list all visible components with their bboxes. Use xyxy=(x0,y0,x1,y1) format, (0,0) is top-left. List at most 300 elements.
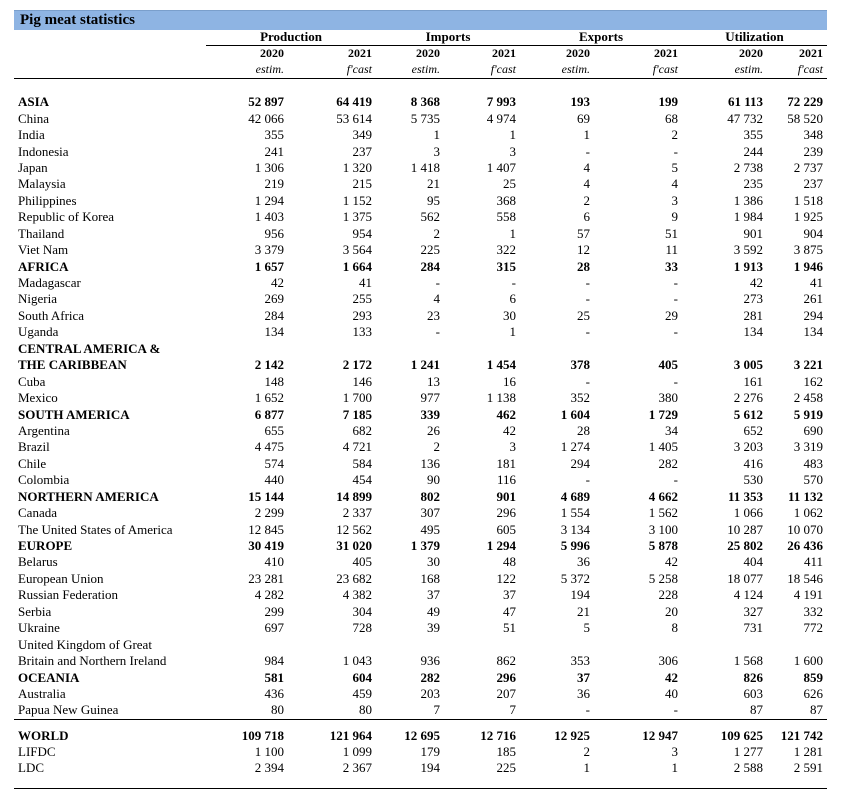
row-label: WORLD xyxy=(14,719,206,744)
value-cell: 284 xyxy=(264,307,284,323)
year-label: 2021 xyxy=(799,46,824,60)
value-cell: 12 716 xyxy=(444,719,520,744)
value-cell: 52 897 xyxy=(248,94,284,110)
value-cell: 1 xyxy=(671,760,679,776)
value-cell: 47 xyxy=(503,603,517,619)
value-cell: 6 xyxy=(509,291,517,307)
value-cell: 14 899 xyxy=(336,488,373,504)
value-cell: 3 875 xyxy=(793,242,824,258)
value-cell: 237 xyxy=(803,176,824,192)
value-cell: 1 554 xyxy=(560,505,591,521)
table-row xyxy=(14,275,827,291)
value-cell: 3 564 xyxy=(342,242,373,258)
sub-corner-cell xyxy=(14,61,206,79)
value-cell: 1 066 xyxy=(733,505,764,521)
value-cell: 185 xyxy=(496,743,517,759)
value-cell: 134 xyxy=(803,324,824,340)
value-cell: 6 877 xyxy=(254,406,284,422)
spacer-row xyxy=(14,79,827,95)
value-cell: 13 xyxy=(427,373,441,389)
value-cell: 355 xyxy=(743,127,764,143)
value-cell: 294 xyxy=(570,455,591,471)
value-cell: 53 614 xyxy=(336,110,373,126)
value-cell: 904 xyxy=(803,225,824,241)
value-cell: 1 100 xyxy=(254,743,284,759)
value-cell: 10 287 xyxy=(727,521,764,537)
value-cell: 1 043 xyxy=(342,653,373,669)
estimate-label: estim. xyxy=(520,61,594,79)
estimate-label: f'cast xyxy=(594,61,682,79)
value-cell: 1 913 xyxy=(733,258,764,274)
value-cell: 241 xyxy=(264,143,284,159)
row-label: Mexico xyxy=(18,390,58,406)
value-cell: 5 878 xyxy=(648,538,679,554)
table-row xyxy=(14,308,827,324)
value-cell: 36 xyxy=(577,685,591,701)
table-row xyxy=(14,193,827,209)
value-cell: 116 xyxy=(496,472,517,488)
value-cell: 1 241 xyxy=(410,357,441,373)
value-cell: 731 xyxy=(743,620,764,636)
value-cell: 1 xyxy=(509,324,517,340)
table-row xyxy=(14,521,827,537)
row-label: EUROPE xyxy=(18,538,73,554)
value-cell: 3 203 xyxy=(733,439,764,455)
value-cell: 404 xyxy=(743,554,764,570)
value-cell: - xyxy=(673,472,679,488)
table-row xyxy=(14,209,827,225)
row-label: LIFDC xyxy=(18,743,56,759)
row-label: European Union xyxy=(18,570,104,586)
table-row xyxy=(14,571,827,587)
value-cell: 977 xyxy=(420,390,441,406)
value-cell: 1 281 xyxy=(793,743,824,759)
table-row xyxy=(14,324,827,340)
value-cell: 69 xyxy=(577,110,591,126)
value-cell: 87 xyxy=(810,702,824,718)
value-cell: 181 xyxy=(496,455,517,471)
value-cell: 34 xyxy=(665,422,679,438)
value-cell: 42 066 xyxy=(248,110,284,126)
value-cell: 1 729 xyxy=(648,406,679,422)
table-title: Pig meat statistics xyxy=(20,12,135,28)
table-row xyxy=(14,760,827,776)
value-cell: 244 xyxy=(743,143,764,159)
value-cell: 18 077 xyxy=(727,570,764,586)
value-cell: 826 xyxy=(743,669,764,685)
value-cell: 294 xyxy=(803,307,824,323)
value-cell: 483 xyxy=(803,455,824,471)
row-label: Republic of Korea xyxy=(18,209,115,225)
value-cell: 296 xyxy=(496,669,517,685)
value-cell: 405 xyxy=(352,554,373,570)
value-cell: 1 925 xyxy=(793,209,824,225)
spacer-cell xyxy=(594,79,682,95)
value-cell xyxy=(288,636,376,652)
value-cell: 42 xyxy=(271,275,284,291)
statistics-table xyxy=(14,29,827,777)
value-cell: 901 xyxy=(743,225,764,241)
value-cell: 416 xyxy=(743,455,764,471)
value-cell: 87 xyxy=(750,702,764,718)
value-cell: 36 xyxy=(577,554,591,570)
table-row xyxy=(14,636,827,652)
value-cell: 122 xyxy=(496,570,517,586)
value-cell: 42 xyxy=(503,422,517,438)
value-cell: 199 xyxy=(658,94,679,110)
value-cell: 237 xyxy=(352,143,373,159)
table-row xyxy=(14,357,827,373)
spacer-cell xyxy=(767,79,827,95)
table-row xyxy=(14,242,827,258)
value-cell: 207 xyxy=(496,685,517,701)
table-row xyxy=(14,390,827,406)
row-label: Ukraine xyxy=(18,620,60,636)
value-cell: 228 xyxy=(658,587,679,603)
table-row xyxy=(14,669,827,685)
table-row xyxy=(14,341,827,357)
value-cell: 6 xyxy=(583,209,591,225)
year-header-row xyxy=(14,46,827,62)
year-label: 2021 xyxy=(654,46,679,60)
row-label: Philippines xyxy=(18,192,77,208)
value-cell: 2 xyxy=(583,192,591,208)
value-cell: 146 xyxy=(352,373,373,389)
value-cell: - xyxy=(435,324,441,340)
table-body xyxy=(14,79,827,777)
value-cell: 859 xyxy=(803,669,824,685)
value-cell: 1 277 xyxy=(733,743,764,759)
value-cell: 562 xyxy=(420,209,441,225)
value-cell: 25 xyxy=(577,307,591,323)
value-cell: 20 xyxy=(665,603,679,619)
year-label: 2020 xyxy=(416,46,441,60)
value-cell: 2 xyxy=(433,439,441,455)
value-cell: 5 xyxy=(671,159,679,175)
value-cell: 2 276 xyxy=(733,390,764,406)
value-cell: 1 568 xyxy=(733,653,764,669)
value-cell: 5 258 xyxy=(648,570,679,586)
value-cell: 203 xyxy=(420,685,441,701)
value-cell: 8 xyxy=(671,620,679,636)
value-cell: 3 005 xyxy=(733,357,764,373)
value-cell: 4 191 xyxy=(793,587,824,603)
value-cell: 64 419 xyxy=(336,94,373,110)
value-cell: 219 xyxy=(264,176,284,192)
value-cell: 697 xyxy=(264,620,284,636)
value-cell: 51 xyxy=(503,620,517,636)
value-cell: 3 xyxy=(671,192,679,208)
value-cell: 1 386 xyxy=(733,192,764,208)
row-label: Serbia xyxy=(18,603,52,619)
value-cell: - xyxy=(585,143,591,159)
row-label: Viet Nam xyxy=(18,242,69,258)
row-label: Japan xyxy=(18,159,48,175)
value-cell: 3 592 xyxy=(733,242,764,258)
value-cell: 3 xyxy=(671,743,679,759)
value-cell: 5 xyxy=(583,620,591,636)
corner-cell xyxy=(14,29,206,46)
value-cell: 355 xyxy=(264,127,284,143)
value-cell: 42 xyxy=(750,275,764,291)
row-label: LDC xyxy=(18,760,44,776)
value-cell: 2 367 xyxy=(342,760,373,776)
value-cell: - xyxy=(511,275,517,291)
value-cell: - xyxy=(673,143,679,159)
table-row xyxy=(14,620,827,636)
value-cell: 315 xyxy=(496,258,517,274)
row-label: United Kingdom of Great xyxy=(18,636,152,652)
value-cell: 1 518 xyxy=(793,192,824,208)
row-label: Madagascar xyxy=(18,275,81,291)
value-cell: 440 xyxy=(264,472,284,488)
spacer-cell xyxy=(444,79,520,95)
table-row xyxy=(14,587,827,603)
table-row xyxy=(14,686,827,702)
value-cell: 134 xyxy=(743,324,764,340)
value-cell: 80 xyxy=(271,702,284,718)
value-cell: 109 718 xyxy=(206,719,288,744)
estimate-label: estim. xyxy=(376,61,444,79)
value-cell: 4 282 xyxy=(254,587,284,603)
value-cell: 1 294 xyxy=(254,192,284,208)
row-label: Argentina xyxy=(18,422,70,438)
value-cell: 72 229 xyxy=(787,94,824,110)
value-cell: 605 xyxy=(496,521,517,537)
estimate-label: f'cast xyxy=(767,61,827,79)
row-label: THE CARIBBEAN xyxy=(18,357,127,373)
value-cell: 4 721 xyxy=(342,439,373,455)
value-cell: 68 xyxy=(665,110,679,126)
value-cell: 348 xyxy=(803,127,824,143)
value-cell: 95 xyxy=(427,192,441,208)
value-cell: 7 185 xyxy=(342,406,373,422)
value-cell: 604 xyxy=(352,669,373,685)
value-cell: 51 xyxy=(665,225,679,241)
value-cell: 603 xyxy=(743,685,764,701)
value-cell: 1 403 xyxy=(254,209,284,225)
row-label: Britain and Northern Ireland xyxy=(18,653,167,669)
value-cell: - xyxy=(673,275,679,291)
value-cell: 136 xyxy=(420,455,441,471)
value-cell: 1 664 xyxy=(342,258,373,274)
value-cell: 802 xyxy=(420,488,441,504)
value-cell: 936 xyxy=(420,653,441,669)
row-label: South Africa xyxy=(18,307,85,323)
value-cell: 1 294 xyxy=(486,538,517,554)
row-label: Cuba xyxy=(18,373,46,389)
value-cell: 1 274 xyxy=(560,439,591,455)
value-cell: 255 xyxy=(352,291,373,307)
table-row xyxy=(14,291,827,307)
value-cell: 121 742 xyxy=(767,719,827,744)
value-cell: 293 xyxy=(352,307,373,323)
row-label: Chile xyxy=(18,455,47,471)
value-cell: 39 xyxy=(427,620,441,636)
value-cell: 411 xyxy=(803,554,824,570)
table-row xyxy=(14,439,827,455)
value-cell: 327 xyxy=(743,603,764,619)
value-cell: 956 xyxy=(264,225,284,241)
value-cell: 239 xyxy=(803,143,824,159)
value-cell: 21 xyxy=(427,176,441,192)
value-cell: 23 682 xyxy=(336,570,373,586)
table-row xyxy=(14,554,827,570)
value-cell: 4 662 xyxy=(648,488,679,504)
row-label: Brazil xyxy=(18,439,50,455)
value-cell: 7 xyxy=(433,702,441,718)
value-cell: 4 xyxy=(433,291,441,307)
group-production-header: Production xyxy=(206,29,376,46)
group-imports-header: Imports xyxy=(376,29,520,46)
value-cell: 3 xyxy=(509,143,517,159)
value-cell: 1 652 xyxy=(254,390,284,406)
value-cell: 37 xyxy=(577,669,591,685)
table-row xyxy=(14,505,827,521)
row-label: ASIA xyxy=(18,94,50,110)
row-label: Indonesia xyxy=(18,143,69,159)
value-cell: 28 xyxy=(577,258,591,274)
value-cell: 655 xyxy=(264,422,284,438)
value-cell: 133 xyxy=(352,324,373,340)
table-row xyxy=(14,744,827,760)
row-label: Australia xyxy=(18,685,66,701)
value-cell xyxy=(682,341,767,357)
value-cell: 16 xyxy=(503,373,517,389)
row-label: Canada xyxy=(18,505,57,521)
value-cell: 18 546 xyxy=(787,570,824,586)
value-cell: 352 xyxy=(570,390,591,406)
value-cell: 5 372 xyxy=(560,570,591,586)
value-cell: - xyxy=(585,702,591,718)
table-row xyxy=(14,143,827,159)
table-row xyxy=(14,653,827,669)
table-row xyxy=(14,423,827,439)
row-label: OCEANIA xyxy=(18,669,80,685)
value-cell: 3 xyxy=(433,143,441,159)
value-cell: 2 xyxy=(433,225,441,241)
value-cell: 462 xyxy=(496,406,517,422)
value-cell: 581 xyxy=(264,669,284,685)
value-cell xyxy=(520,341,594,357)
value-cell xyxy=(206,636,288,652)
estimate-label: f'cast xyxy=(444,61,520,79)
value-cell: 454 xyxy=(352,472,373,488)
value-cell: 380 xyxy=(658,390,679,406)
value-cell: - xyxy=(585,324,591,340)
value-cell: 2 394 xyxy=(254,760,284,776)
value-cell: 459 xyxy=(352,685,373,701)
value-cell: 1 062 xyxy=(793,505,824,521)
value-cell: 2 458 xyxy=(793,390,824,406)
value-cell xyxy=(444,341,520,357)
value-cell: 12 845 xyxy=(248,521,284,537)
value-cell: 652 xyxy=(743,422,764,438)
value-cell: 1 306 xyxy=(254,159,284,175)
value-cell: - xyxy=(585,373,591,389)
value-cell: 31 020 xyxy=(336,538,373,554)
row-label: India xyxy=(18,127,45,143)
value-cell: 2 737 xyxy=(793,159,824,175)
value-cell xyxy=(682,636,767,652)
value-cell: 90 xyxy=(427,472,441,488)
row-label: Papua New Guinea xyxy=(18,702,119,718)
value-cell: 1 454 xyxy=(486,357,517,373)
value-cell: 10 070 xyxy=(787,521,824,537)
value-cell: 80 xyxy=(359,702,373,718)
value-cell: 7 993 xyxy=(486,94,517,110)
value-cell: 3 xyxy=(509,439,517,455)
row-label: Uganda xyxy=(18,324,59,340)
value-cell: 12 925 xyxy=(520,719,594,744)
value-cell: 261 xyxy=(803,291,824,307)
value-cell: 29 xyxy=(665,307,679,323)
value-cell xyxy=(767,636,827,652)
value-cell: 862 xyxy=(496,653,517,669)
value-cell: 42 xyxy=(665,669,679,685)
value-cell: 2 xyxy=(583,743,591,759)
row-label: AFRICA xyxy=(18,258,69,274)
value-cell: 25 802 xyxy=(727,538,764,554)
value-cell xyxy=(206,341,288,357)
value-cell: 168 xyxy=(420,570,441,586)
value-cell: - xyxy=(435,275,441,291)
value-cell: 296 xyxy=(496,505,517,521)
value-cell: 15 144 xyxy=(248,488,284,504)
value-cell: 2 738 xyxy=(733,159,764,175)
value-cell xyxy=(444,636,520,652)
value-cell: 11 132 xyxy=(787,488,824,504)
value-cell: 495 xyxy=(420,521,441,537)
value-cell: 12 xyxy=(577,242,591,258)
value-cell: 235 xyxy=(743,176,764,192)
spacer-cell xyxy=(206,79,288,95)
value-cell: 1 152 xyxy=(342,192,373,208)
value-cell: 1 562 xyxy=(648,505,679,521)
table-row xyxy=(14,373,827,389)
year-label: 2021 xyxy=(492,46,517,60)
value-cell: 558 xyxy=(496,209,517,225)
value-cell: 30 419 xyxy=(248,538,284,554)
value-cell: 4 475 xyxy=(254,439,284,455)
year-label: 2020 xyxy=(566,46,591,60)
value-cell xyxy=(767,341,827,357)
table-row xyxy=(14,456,827,472)
group-header-row xyxy=(14,29,827,46)
estimate-label: f'cast xyxy=(288,61,376,79)
value-cell: 269 xyxy=(264,291,284,307)
value-cell: 2 299 xyxy=(254,505,284,521)
value-cell: 4 974 xyxy=(486,110,517,126)
value-cell: 194 xyxy=(570,587,591,603)
value-cell: 306 xyxy=(658,653,679,669)
value-cell: 37 xyxy=(427,587,441,603)
table-row xyxy=(14,94,827,110)
value-cell: 5 735 xyxy=(410,110,441,126)
value-cell: 12 562 xyxy=(336,521,373,537)
spacer-cell xyxy=(682,79,767,95)
spacer-cell xyxy=(14,79,206,95)
estimate-label: estim. xyxy=(682,61,767,79)
value-cell: 281 xyxy=(743,307,764,323)
value-cell: 3 134 xyxy=(560,521,591,537)
value-cell: 33 xyxy=(665,258,679,274)
table-row xyxy=(14,604,827,620)
value-cell: 121 964 xyxy=(288,719,376,744)
value-cell xyxy=(520,636,594,652)
value-cell: 23 281 xyxy=(248,570,284,586)
value-cell: 11 xyxy=(665,242,679,258)
